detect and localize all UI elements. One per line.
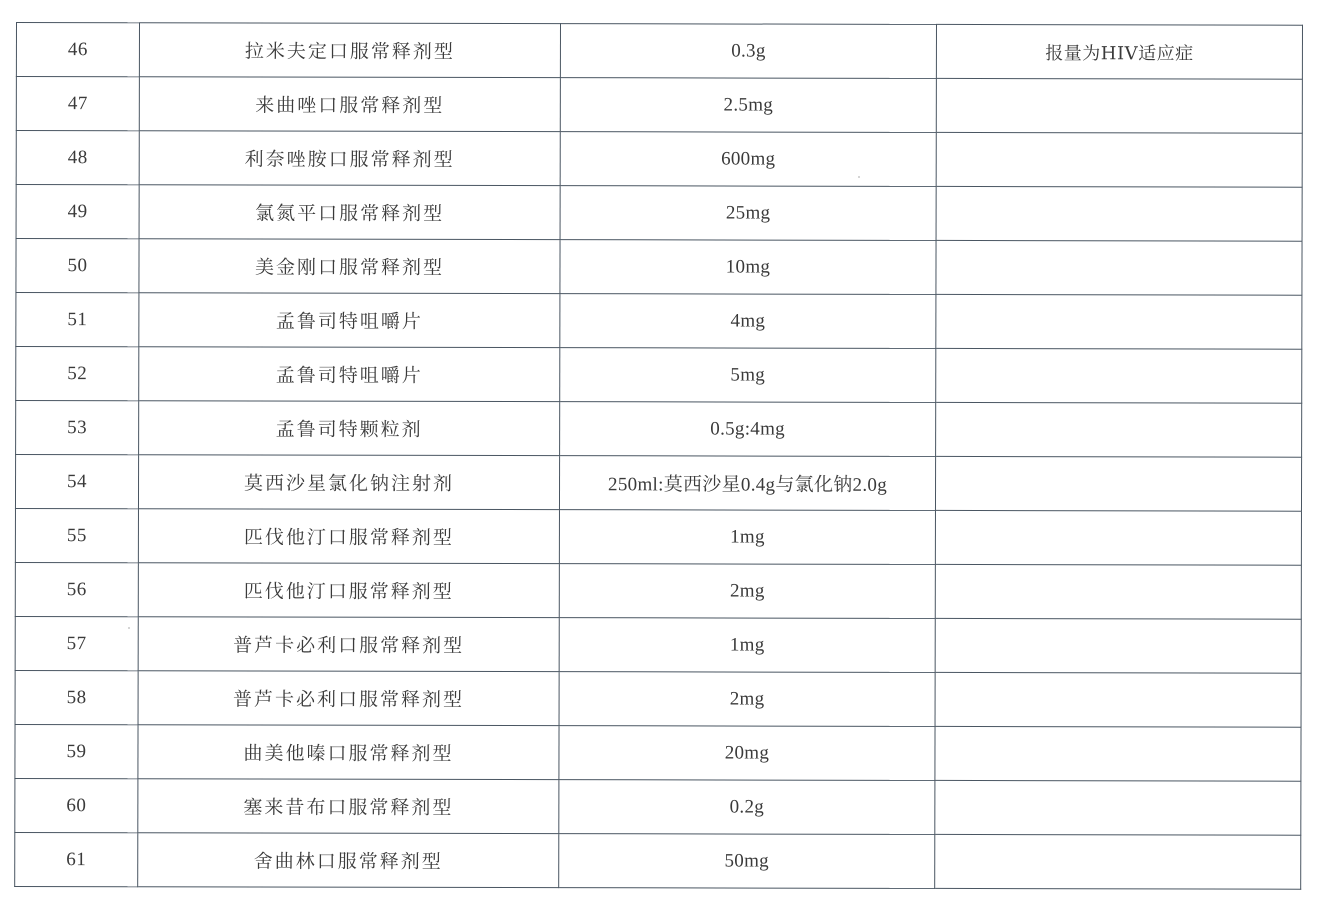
row-number-cell: 50 bbox=[16, 239, 139, 293]
row-number-cell: 49 bbox=[16, 185, 139, 239]
table-row bbox=[15, 670, 1301, 727]
drug-name-cell: 来曲唑口服常释剂型 bbox=[139, 77, 560, 132]
remark-cell bbox=[936, 348, 1302, 403]
table-row bbox=[15, 832, 1301, 889]
specification-cell: 2.5mg bbox=[560, 78, 936, 133]
scan-speck bbox=[858, 176, 860, 178]
drug-name-cell: 匹伐他汀口服常释剂型 bbox=[138, 563, 559, 618]
table-row bbox=[15, 508, 1301, 565]
table-row bbox=[15, 616, 1301, 673]
remark-cell bbox=[936, 132, 1302, 187]
table-row bbox=[16, 401, 1302, 458]
specification-cell: 600mg bbox=[560, 132, 936, 187]
remark-cell: 报量为HIV适应症 bbox=[936, 24, 1302, 79]
drug-name-cell: 利奈唑胺口服常释剂型 bbox=[139, 131, 560, 186]
drug-name-cell: 孟鲁司特颗粒剂 bbox=[139, 401, 560, 456]
table-row bbox=[16, 77, 1302, 134]
specification-cell: 25mg bbox=[560, 186, 936, 241]
drug-name-cell: 普芦卡必利口服常释剂型 bbox=[138, 671, 559, 726]
row-number-cell: 46 bbox=[16, 23, 139, 77]
specification-cell: 2mg bbox=[559, 672, 935, 727]
drug-name-cell: 莫西沙星氯化钠注射剂 bbox=[138, 455, 559, 510]
drug-name-cell: 孟鲁司特咀嚼片 bbox=[139, 293, 560, 348]
remark-cell bbox=[936, 78, 1302, 133]
table-row bbox=[16, 23, 1302, 80]
specification-cell: 0.3g bbox=[560, 24, 936, 79]
remark-cell bbox=[935, 618, 1301, 673]
drug-name-cell: 拉米夫定口服常释剂型 bbox=[139, 23, 560, 78]
remark-cell bbox=[935, 564, 1301, 619]
drug-name-cell: 匹伐他汀口服常释剂型 bbox=[138, 509, 559, 564]
drug-name-cell: 普芦卡必利口服常释剂型 bbox=[138, 617, 559, 672]
specification-cell: 4mg bbox=[560, 294, 936, 349]
drug-list-table bbox=[14, 22, 1303, 890]
drug-name-cell: 舍曲林口服常释剂型 bbox=[138, 833, 559, 888]
table-row bbox=[16, 347, 1302, 404]
row-number-cell: 57 bbox=[15, 616, 138, 670]
remark-cell bbox=[935, 780, 1301, 835]
specification-cell: 1mg bbox=[559, 618, 935, 673]
row-number-cell: 53 bbox=[16, 401, 139, 455]
row-number-cell: 48 bbox=[16, 131, 139, 185]
table-row bbox=[16, 185, 1302, 242]
specification-cell: 2mg bbox=[559, 564, 935, 619]
drug-name-cell: 氯氮平口服常释剂型 bbox=[139, 185, 560, 240]
specification-cell: 0.2g bbox=[559, 780, 935, 835]
row-number-cell: 51 bbox=[16, 293, 139, 347]
specification-cell: 0.5g:4mg bbox=[560, 402, 936, 457]
remark-cell bbox=[935, 672, 1301, 727]
remark-cell bbox=[935, 456, 1301, 511]
row-number-cell: 47 bbox=[16, 77, 139, 131]
scan-speck bbox=[128, 627, 130, 629]
drug-name-cell: 塞来昔布口服常释剂型 bbox=[138, 779, 559, 834]
remark-cell bbox=[936, 294, 1302, 349]
specification-cell: 50mg bbox=[559, 834, 935, 889]
remark-cell bbox=[936, 186, 1302, 241]
table-row bbox=[15, 778, 1301, 835]
row-number-cell: 56 bbox=[15, 562, 138, 616]
table-row bbox=[15, 562, 1301, 619]
remark-cell bbox=[935, 726, 1301, 781]
table-row bbox=[16, 239, 1302, 296]
drug-name-cell: 美金刚口服常释剂型 bbox=[139, 239, 560, 294]
drug-list-table-body bbox=[15, 23, 1303, 890]
table-row bbox=[15, 724, 1301, 781]
row-number-cell: 60 bbox=[15, 778, 138, 832]
row-number-cell: 59 bbox=[15, 724, 138, 778]
specification-cell: 250ml:莫西沙星0.4g与氯化钠2.0g bbox=[559, 456, 935, 511]
remark-cell bbox=[935, 510, 1301, 565]
row-number-cell: 55 bbox=[15, 508, 138, 562]
drug-name-cell: 曲美他嗪口服常释剂型 bbox=[138, 725, 559, 780]
row-number-cell: 54 bbox=[15, 455, 138, 509]
table-row bbox=[15, 455, 1301, 512]
table-row bbox=[16, 293, 1302, 350]
specification-cell: 1mg bbox=[559, 510, 935, 565]
remark-cell bbox=[936, 402, 1302, 457]
row-number-cell: 61 bbox=[15, 832, 138, 886]
specification-cell: 5mg bbox=[560, 348, 936, 403]
specification-cell: 20mg bbox=[559, 726, 935, 781]
remark-cell bbox=[935, 834, 1301, 889]
drug-list-table-container bbox=[14, 22, 1302, 890]
remark-cell bbox=[936, 240, 1302, 295]
table-row bbox=[16, 131, 1302, 188]
specification-cell: 10mg bbox=[560, 240, 936, 295]
row-number-cell: 52 bbox=[16, 347, 139, 401]
drug-name-cell: 孟鲁司特咀嚼片 bbox=[139, 347, 560, 402]
row-number-cell: 58 bbox=[15, 670, 138, 724]
